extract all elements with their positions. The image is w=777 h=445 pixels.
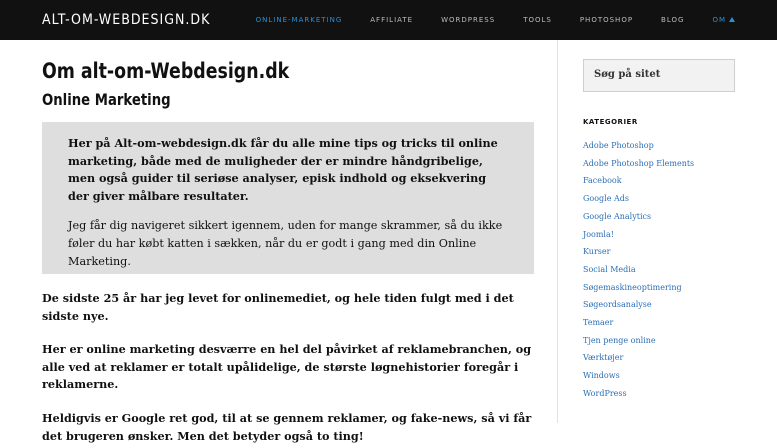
search-input[interactable]: Søg på sitet bbox=[583, 59, 735, 92]
body-paragraph-3: Heldigvis er Google ret god, til at se gennem reklamer, og fake-news, så vi får det brugeren ønsker. Men det betyder også to ting! bbox=[42, 410, 532, 443]
category-link[interactable]: Værktøjer bbox=[583, 353, 624, 363]
page-subtitle: Online Marketing bbox=[42, 90, 171, 109]
sidebar bbox=[583, 59, 735, 403]
nav-tools[interactable]: TOOLS bbox=[523, 16, 552, 24]
main-nav bbox=[228, 0, 735, 40]
category-link[interactable]: Temaer bbox=[583, 318, 614, 328]
body-paragraph-2: Her er online marketing desværre en hel del påvirket af reklamebranchen, og alle ved at reklamer er totalt upålidelige, de største løgnehistorier foregår i reklamerne. bbox=[42, 342, 532, 392]
nav-om-label: OM bbox=[712, 16, 726, 24]
nav-om[interactable] bbox=[712, 16, 735, 24]
page-title: Om alt-om-Webdesign.dk bbox=[42, 59, 290, 83]
intro-paragraph-2: Jeg får dig navigeret sikkert igennem, uden for mange skrammer, så du ikke føler du har købt katten i sækken, når du er godt i gang med din Online Marketing. bbox=[68, 219, 503, 268]
nav-blog[interactable]: BLOG bbox=[661, 16, 685, 24]
category-link[interactable]: Kurser bbox=[583, 247, 611, 257]
category-link[interactable]: Adobe Photoshop Elements bbox=[583, 158, 695, 168]
intro-quote-box bbox=[42, 122, 534, 274]
nav-wordpress[interactable]: WORDPRESS bbox=[441, 16, 496, 24]
category-link[interactable]: Adobe Photoshop bbox=[583, 141, 654, 150]
category-link[interactable]: Søgemaskineoptimering bbox=[583, 282, 682, 292]
top-navigation-bar bbox=[0, 0, 777, 40]
category-link[interactable]: Google Ads bbox=[583, 194, 629, 204]
nav-online-marketing[interactable]: ONLINE-MARKETING bbox=[255, 16, 343, 24]
category-link[interactable]: Windows bbox=[583, 371, 620, 381]
site-logo[interactable]: ALT-OM-WEBDESIGN.DK bbox=[42, 12, 211, 28]
category-link[interactable]: Facebook bbox=[583, 176, 622, 186]
category-link[interactable]: Søgeordsanalyse bbox=[583, 300, 652, 310]
category-link[interactable]: Joomla! bbox=[583, 229, 614, 239]
category-list bbox=[583, 137, 735, 403]
categories-heading: KATEGORIER bbox=[583, 118, 638, 126]
main-content bbox=[42, 58, 534, 445]
category-link[interactable]: Social Media bbox=[583, 264, 636, 274]
category-link[interactable]: Tjen penge online bbox=[583, 335, 656, 345]
category-link[interactable]: Google Analytics bbox=[583, 211, 652, 221]
column-divider bbox=[557, 40, 558, 423]
nav-photoshop[interactable]: PHOTOSHOP bbox=[579, 16, 634, 24]
body-paragraph-1: De sidste 25 år har jeg levet for onlinemediet, og hele tiden fulgt med i det sidste nye. bbox=[42, 291, 514, 323]
caret-up-icon bbox=[729, 17, 735, 22]
nav-affiliate[interactable]: AFFILIATE bbox=[370, 16, 414, 24]
category-link[interactable]: WordPress bbox=[583, 388, 627, 398]
intro-paragraph: Her på Alt-om-webdesign.dk får du alle mine tips og tricks til online marketing, både med de muligheder der er mindre håndgribelige, men også guider til seriøse analyser, episk indhold og eksekvering der giver målbare resultater. bbox=[68, 136, 498, 203]
